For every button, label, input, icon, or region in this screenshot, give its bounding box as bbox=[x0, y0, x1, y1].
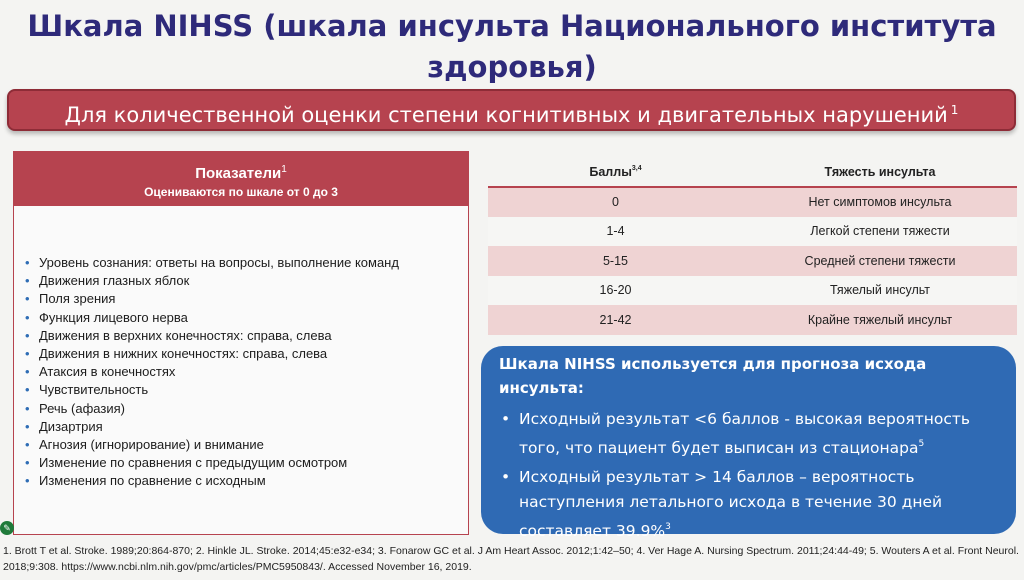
severity-cell: Тяжелый инсульт bbox=[743, 276, 1017, 306]
score-cell: 1-4 bbox=[488, 217, 743, 247]
score-cell: 5-15 bbox=[488, 246, 743, 276]
severity-cell: Нет симптомов инсульта bbox=[743, 187, 1017, 217]
criteria-heading: Показатели bbox=[195, 165, 282, 182]
criteria-panel-header bbox=[14, 152, 468, 206]
table-row bbox=[488, 187, 1017, 217]
list-item: • Исходный результат > 14 баллов – вероятность наступления летального исхода в течение 30 дней составляет 39.9%$^3$ bbox=[499, 465, 998, 544]
prognosis-heading: Шкала NIHSS используется для прогноза исхода инсульта: bbox=[499, 355, 927, 397]
list-item: • Дизартрия bbox=[23, 418, 399, 436]
pen-icon[interactable]: ✎ bbox=[0, 521, 14, 535]
list-item: • Движения глазных яблок bbox=[23, 272, 399, 290]
severity-table bbox=[488, 157, 1017, 335]
list-item: • Движения в верхних конечностях: справа, слева bbox=[23, 327, 399, 345]
table-row bbox=[488, 305, 1017, 335]
table-row bbox=[488, 217, 1017, 247]
table-header-row bbox=[488, 157, 1017, 187]
criteria-panel bbox=[13, 151, 469, 535]
list-item: • Изменения по сравнение с исходным bbox=[23, 472, 399, 490]
severity-cell: Легкой степени тяжести bbox=[743, 217, 1017, 247]
list-item: • Функция лицевого нерва bbox=[23, 309, 399, 327]
list-item: • Атаксия в конечностях bbox=[23, 363, 399, 381]
criteria-list bbox=[23, 254, 399, 491]
references: 1. Brott T et al. Stroke. 1989;20:864-870; 2. Hinkle JL. Stroke. 2014;45:e32-e34; 3. Fonarow GC et al. J Am Heart Assoc. 2012;1:42–50; 4. Ver Hage A. Nursing Spectrum. 2011;24:44-49; 5. Wouters A et al. Front Neurol. 2018;9:308. https://www.ncbi.nlm.nih.gov/pmc/articles/PMC5950843/. Accessed November 16, 2019. bbox=[3, 545, 1019, 573]
criteria-subheading: Оцениваются по шкале от 0 до 3 bbox=[144, 185, 338, 199]
list-item: • Уровень сознания: ответы на вопросы, выполнение команд bbox=[23, 254, 399, 272]
score-column-header: Баллы$^{3,4}$ bbox=[488, 157, 743, 187]
list-item: • Поля зрения bbox=[23, 290, 399, 308]
list-item: • Движения в нижних конечностях: справа, слева bbox=[23, 345, 399, 363]
list-item: • Агнозия (игнорирование) и внимание bbox=[23, 436, 399, 454]
prognosis-box bbox=[481, 346, 1016, 540]
score-cell: 16-20 bbox=[488, 276, 743, 306]
table-row bbox=[488, 276, 1017, 306]
list-item: • Изменение по сравнения с предыдущим осмотром bbox=[23, 454, 399, 472]
subtitle-text: Для количественной оценки степени когнитивных и двигательных нарушений bbox=[64, 103, 948, 127]
page-title: Шкала NIHSS (шкала инсульта Национального института здоровья) bbox=[27, 9, 997, 84]
score-cell: 21-42 bbox=[488, 305, 743, 335]
list-item: • Чувствительность bbox=[23, 381, 399, 399]
criteria-heading-sup: 1 bbox=[281, 164, 287, 175]
list-item: • Речь (афазия) bbox=[23, 400, 399, 418]
score-cell: 0 bbox=[488, 187, 743, 217]
severity-cell: Средней степени тяжести bbox=[743, 246, 1017, 276]
table-row bbox=[488, 246, 1017, 276]
list-item: • Исходный результат <6 баллов - высокая вероятность того, что пациент будет выписан из стационара$^5$ bbox=[499, 407, 998, 461]
subtitle-banner bbox=[7, 89, 1016, 131]
prognosis-list bbox=[499, 407, 998, 544]
subtitle-sup: 1 bbox=[950, 103, 959, 117]
severity-cell: Крайне тяжелый инсульт bbox=[743, 305, 1017, 335]
severity-column-header: Тяжесть инсульта bbox=[743, 157, 1017, 187]
